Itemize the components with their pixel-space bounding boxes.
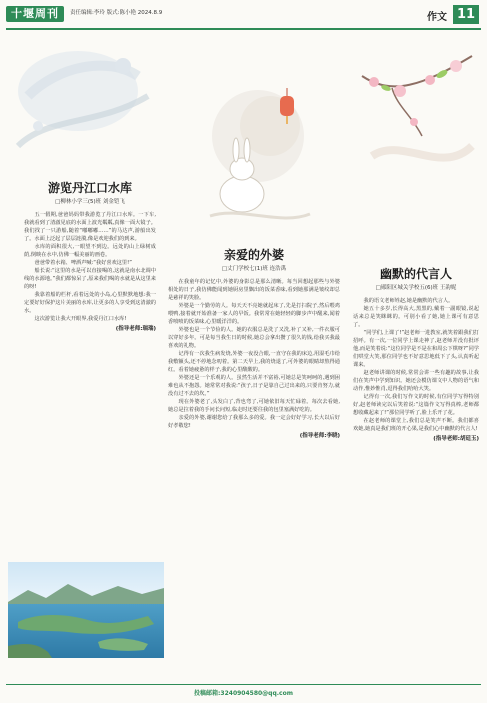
editor-credits: 责任编辑:李玲 版式:陈小艳 2024.8.9 bbox=[70, 10, 163, 16]
article-teacher: (指导老师:胡廷玉) bbox=[433, 436, 479, 442]
article-title: 游览丹江口水库 bbox=[47, 181, 132, 195]
article-grandma bbox=[168, 247, 340, 441]
article-paragraph: 水库的面积很大,一眼望不到边。远处的山上绿树成荫,倒映在水中,仿佛一幅美丽的画卷。 bbox=[24, 244, 156, 258]
page-number: 11 bbox=[453, 5, 479, 24]
article-paragraph: 记得有一次,我们写作文的时候,有位同学写得特别好,赵老师读完以后笑着说:“这篇作文写得真棒,老师都想收藏起来了!”那位同学听了,脸上乐开了花。 bbox=[353, 394, 479, 416]
article-byline: □丈门学校七(1)班 连浩禹 bbox=[221, 266, 287, 272]
section-label: 作文 bbox=[427, 12, 447, 23]
article-paragraph: 外婆也是一个节俭的人。她的衣服总是洗了又洗,补了又补,一件衣服可以穿好多年。可是每当我生日的时候,她总会拿出攒了很久的钱,给我买我最喜欢的礼物。 bbox=[168, 327, 340, 349]
article-byline: □柳林小学三(5)班 刘金铠飞 bbox=[55, 199, 125, 205]
header-rule bbox=[6, 28, 481, 30]
rabbit-lantern-illustration bbox=[180, 66, 330, 241]
article-teacher: (指导老师:李晓) bbox=[299, 433, 340, 439]
article-paragraph: 船长说:“这里的水是可以直接喝的,这就是南水北调中线的水源地。”我们都惊呆了,原来我们喝的水就是从这里来的呀! bbox=[24, 268, 156, 290]
article-paragraph: 我靠着船的栏杆,看着远处的小岛,心里默默地想:我一定要好好保护这片美丽的水库,让更多的人享受到这清澈的水。 bbox=[24, 292, 156, 314]
article-paragraph: 现在外婆老了,头发白了,背也弯了,可她依旧每天忙碌着。每次去看她,她总是拉着我的手问长问短,临走时还要往我的包里塞满好吃的。 bbox=[168, 399, 340, 413]
blossom-branch-illustration bbox=[352, 36, 480, 226]
article-paragraph: 外婆是一个勤劳的人。每天天不亮她就起床了,先是打扫院子,然后喂鸡喂鸭,接着就开始准备一家人的早饭。我常常在她轻轻的脚步声中醒来,闻着香喷喷的饭菜味,心里暖洋洋的。 bbox=[168, 303, 340, 325]
article-paragraph: 外婆还是一个乐观的人。虽然生活并不富裕,可她总是笑呵呵的,遇到困难也从不抱怨。她常常对我说:“孩子,日子是靠自己过出来的,只要肯努力,就没有过不去的坎。” bbox=[168, 375, 340, 397]
page-header bbox=[0, 0, 487, 34]
article-paragraph: “同学们,上课了!”赵老师一进教室,就笑着跟我们打招呼。有一次,一位同学上课走神了,赵老师并没有批评他,而是笑着说:“这位同学是不是在和周公下棋呀?”同学们哄堂大笑,那位同学也不好意思地低下了头,认真听起课来。 bbox=[353, 330, 479, 368]
footer-rule bbox=[6, 684, 481, 685]
article-paragraph: 在赵老师的课堂上,我们总是笑声不断。我们都喜欢她,她真是我们班的开心果,是我们心中幽默的代言人! bbox=[353, 418, 479, 432]
article-paragraph: 记得有一次我生病发烧,外婆一夜没合眼,一直守在我的床边,用湿毛巾给我敷额头,还不停地念叨着。第二天早上,我的烧退了,可外婆的眼睛却熬得通红。看着她疲惫的样子,我的心里酸酸的。 bbox=[168, 351, 340, 373]
article-paragraph: 赵老师讲课的时候,常常会讲一些有趣的故事,让我们在笑声中学到知识。她还会模仿课文中人物的语气和动作,惟妙惟肖,逗得我们哈哈大笑。 bbox=[353, 370, 479, 392]
article-paragraph: 爸爸带着水箱、啤酒声喊:“我好喜欢这里!” bbox=[34, 260, 132, 266]
article-paragraph: 她五十多岁,长得高大,黑黑的,戴着一副眼镜,说起话来总是笑眯眯的。可别小看了她,她上课可有意思了。 bbox=[353, 306, 479, 328]
article-paragraph: 亲爱的外婆,谢谢您给了我那么多的爱。我一定会好好学习,长大以后好好孝敬您! bbox=[168, 415, 340, 429]
article-paragraph: 我的语文老师姓赵,她是幽默的代言人。 bbox=[363, 298, 454, 304]
submission-email: 投稿邮箱:3240904580@qq.com bbox=[194, 690, 293, 697]
article-byline: □郧阳区城关学校五(6)班 王韵妮 bbox=[375, 285, 457, 291]
article-teacher: (指导老师:瑞瑞) bbox=[115, 326, 156, 332]
article-danjiangkou bbox=[24, 180, 156, 334]
article-title: 幽默的代言人 bbox=[379, 267, 452, 281]
ink-splash-illustration bbox=[8, 36, 158, 176]
article-paragraph: 五一假期,爸爸妈妈带我游览了丹江口水库。一下车,我就看到了清澈见底的水面上波光粼粼,真像一面大镜子。我们找了一只游船,随着“嘟嘟嘟……”的马达声,游船出发了。水面上泛起了层层涟漪,像是欢迎我们的到来。 bbox=[24, 212, 156, 242]
masthead: 十堰周刊 bbox=[6, 6, 64, 22]
article-humorous-spokesperson bbox=[353, 266, 479, 444]
article-title: 亲爱的外婆 bbox=[223, 248, 284, 262]
article-paragraph: 在我童年的记忆中,外婆的身影总是那么清晰。每当回想起那些与外婆相处的日子,我仿佛能闻到她厨房里飘出的饭菜香味,看到她那满是皱纹却总是慈祥的笑脸。 bbox=[168, 279, 340, 301]
lake-photo bbox=[8, 562, 164, 658]
article-paragraph: 这次游览让我大开眼界,我爱丹江口水库! bbox=[34, 316, 127, 322]
